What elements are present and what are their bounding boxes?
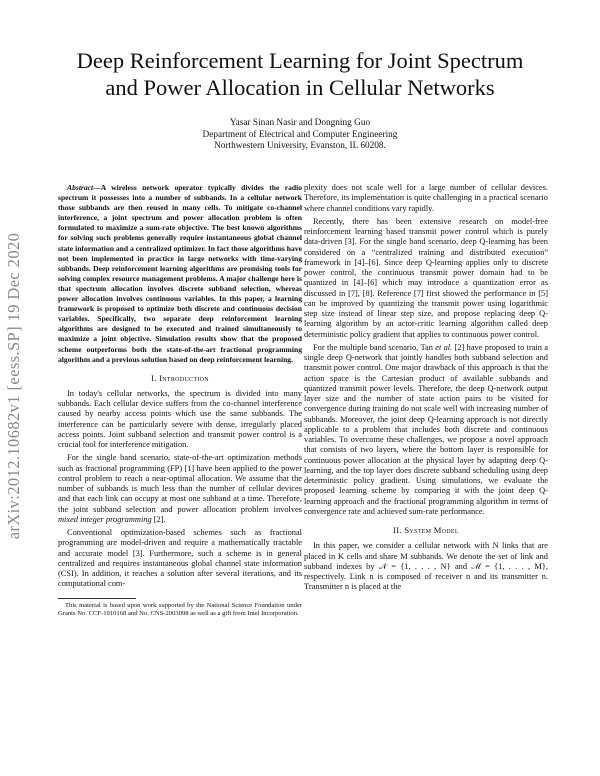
intro-p2-emphasis: mixed integer programming (58, 514, 152, 524)
section-heading-system-model: II. System Model (393, 525, 459, 535)
intro-paragraph-continued: plexity does not scale well for a large number of cellular devices. Therefore, its implementation is quite challenging in a practical scenario where channel conditions vary rapidly. (304, 183, 548, 213)
intro-p5-emphasis: et al. (435, 342, 453, 352)
intro-paragraph-1: In today's cellular networks, the spectrum is divided into many subbands. Each cellular device suffers from the co-channel interference caused by nearby access points which use the same subbands. The interference can be particularly severe with dense, irregularly placed access points. Joint subband selection and transmit power control is a crucial tool for interference mitigation. (58, 388, 302, 450)
author-block (80, 118, 520, 153)
arxiv-stamp: arXiv:2012.10682v1 [eess.SP] 19 Dec 2020 (4, 232, 23, 540)
left-column (58, 183, 302, 618)
section-heading-introduction: I. Introduction (151, 372, 209, 383)
paper-title (40, 47, 560, 101)
affiliation-university: Northwestern University, Evanston, IL 60208. (214, 141, 386, 151)
abstract-text: —A wireless network operator typically divides the radio spectrum it possesses into a number of subbands. In a cellular network those subbands are then reused in many cells. To mitigate co-channel interference, a joint spectrum and power allocation problem is often formulated to maximize a sum-rate objective. The best known algorithms for solving such problems generally require instantaneous global channel state information and a centralized optimizer. In fact those algorithms have not been implemented in practice in large networks with time-varying subbands. Deep reinforcement learning algorithms are promising tools for solving complex resource management problems. A major challenge here is that spectrum allocation involves discrete subband selection, whereas power allocation involves continuous variables. In this paper, a learning framework is proposed to optimize both discrete and continuous decision variables. Specifically, two separate deep reinforcement learning algorithms are designed to be executed and trained simultaneously to maximize a joint objective. Simulation results show that the proposed scheme outperforms both the state-of-the-art fractional programming algorithm and a previous solution based on deep reinforcement learning. (58, 183, 302, 364)
intro-p5-lead: For the multiple band scenario, Tan (313, 342, 436, 352)
intro-paragraph-3: Conventional optimization-based schemes such as fractional programming are model-driven and require a mathematically tractable and accurate model [3]. Furthermore, such a scheme is in general centralized and requires instantaneous global channel state information (CSI). In addition, it reaches a solution after several iterations, and its computational com- (58, 528, 302, 589)
affiliation-department: Department of Electrical and Computer Engineering (202, 129, 398, 140)
intro-paragraph-5 (304, 343, 548, 517)
intro-paragraph-2 (58, 453, 302, 525)
footnote: This material is based upon work supported by the National Science Foundation under Grants No. CCF-1910168 and No. CNS-2003098 as well as a gift from Intel Incorporation. (58, 601, 302, 617)
footnote-rule (58, 598, 136, 599)
intro-p2-citation: [2]. (151, 514, 166, 524)
right-column (304, 183, 548, 593)
model-paragraph-1: In this paper, we consider a cellular network with N links that are placed in K cells and share M subbands. We denote the set of link and subband indexes by 𝒩 = {1, . . . , N} and ℳ = {1, . . . , M}, respectively. Link n is composed of receiver n and its transmitter n. Transmitter n is placed at the (304, 541, 548, 592)
authors: Yasar Sinan Nasir and Dongning Guo (229, 118, 371, 128)
intro-p2-text: For the single band scenario, state-of-the-art optimization methods such as fractional programming (FP) [1] have been applied to the power control problem to reach a near-optimal allocation. We assume that the number of subbands is much less than the number of cellular devices and that each link can occupy at most one subband at a time. Therefore, the joint subband selection and power allocation problem involves (58, 453, 302, 514)
intro-p5-text: [2] have proposed to train a single deep Q-network that jointly handles both subband selection and transmit power control. One major drawback of this approach is that the action space is the Cartesian product of available subbands and quantized transmit power levels. Therefore, the deep Q-network output layer size and the number of state action pairs to be visited for convergence during training do not scale well with increasing number of subbands. Moreover, the joint deep Q-learning approach is not directly applicable to a problem that includes both discrete and continuous variables. To overcome these challenges, we propose a novel approach that consists of two layers, where the bottom layer is responsible for continuous power allocation at the physical layer by adapting deep Q-learning, and the top layer does discrete subband scheduling using deep deterministic policy gradient. Using simulations, we evaluate the proposed learning scheme by comparing it with the joint deep Q-learning approach and the fractional programming algorithm in terms of convergence rate and achieved sum-rate performance. (304, 342, 549, 516)
abstract-label: Abstract (67, 183, 94, 192)
intro-paragraph-4: Recently, there has been extensive research on model-free reinforcement learning based transmit power control which is purely data-driven [3]. For the single band scenario, deep Q-learning has been considered on a “centralized training and distributed execution” framework in [4]–[6]. Since deep Q-learning applies only to discrete power control, the continuous transmit power domain had to be quantized in [4]–[6] which may introduce a quantization error as discussed in [7], [8]. Reference [7] first showed the performance in [5] can be improved by quantizing the transmit power using logarithmic step size instead of linear step size, and propose replacing deep Q-learning algorithm by an actor-critic learning algorithm called deep deterministic policy gradient that applies to continuous power control. (304, 216, 548, 339)
title-line-2: and Power Allocation in Cellular Networks (105, 75, 495, 100)
abstract (58, 183, 302, 365)
title-line-1: Deep Reinforcement Learning for Joint Spectrum (76, 48, 524, 73)
